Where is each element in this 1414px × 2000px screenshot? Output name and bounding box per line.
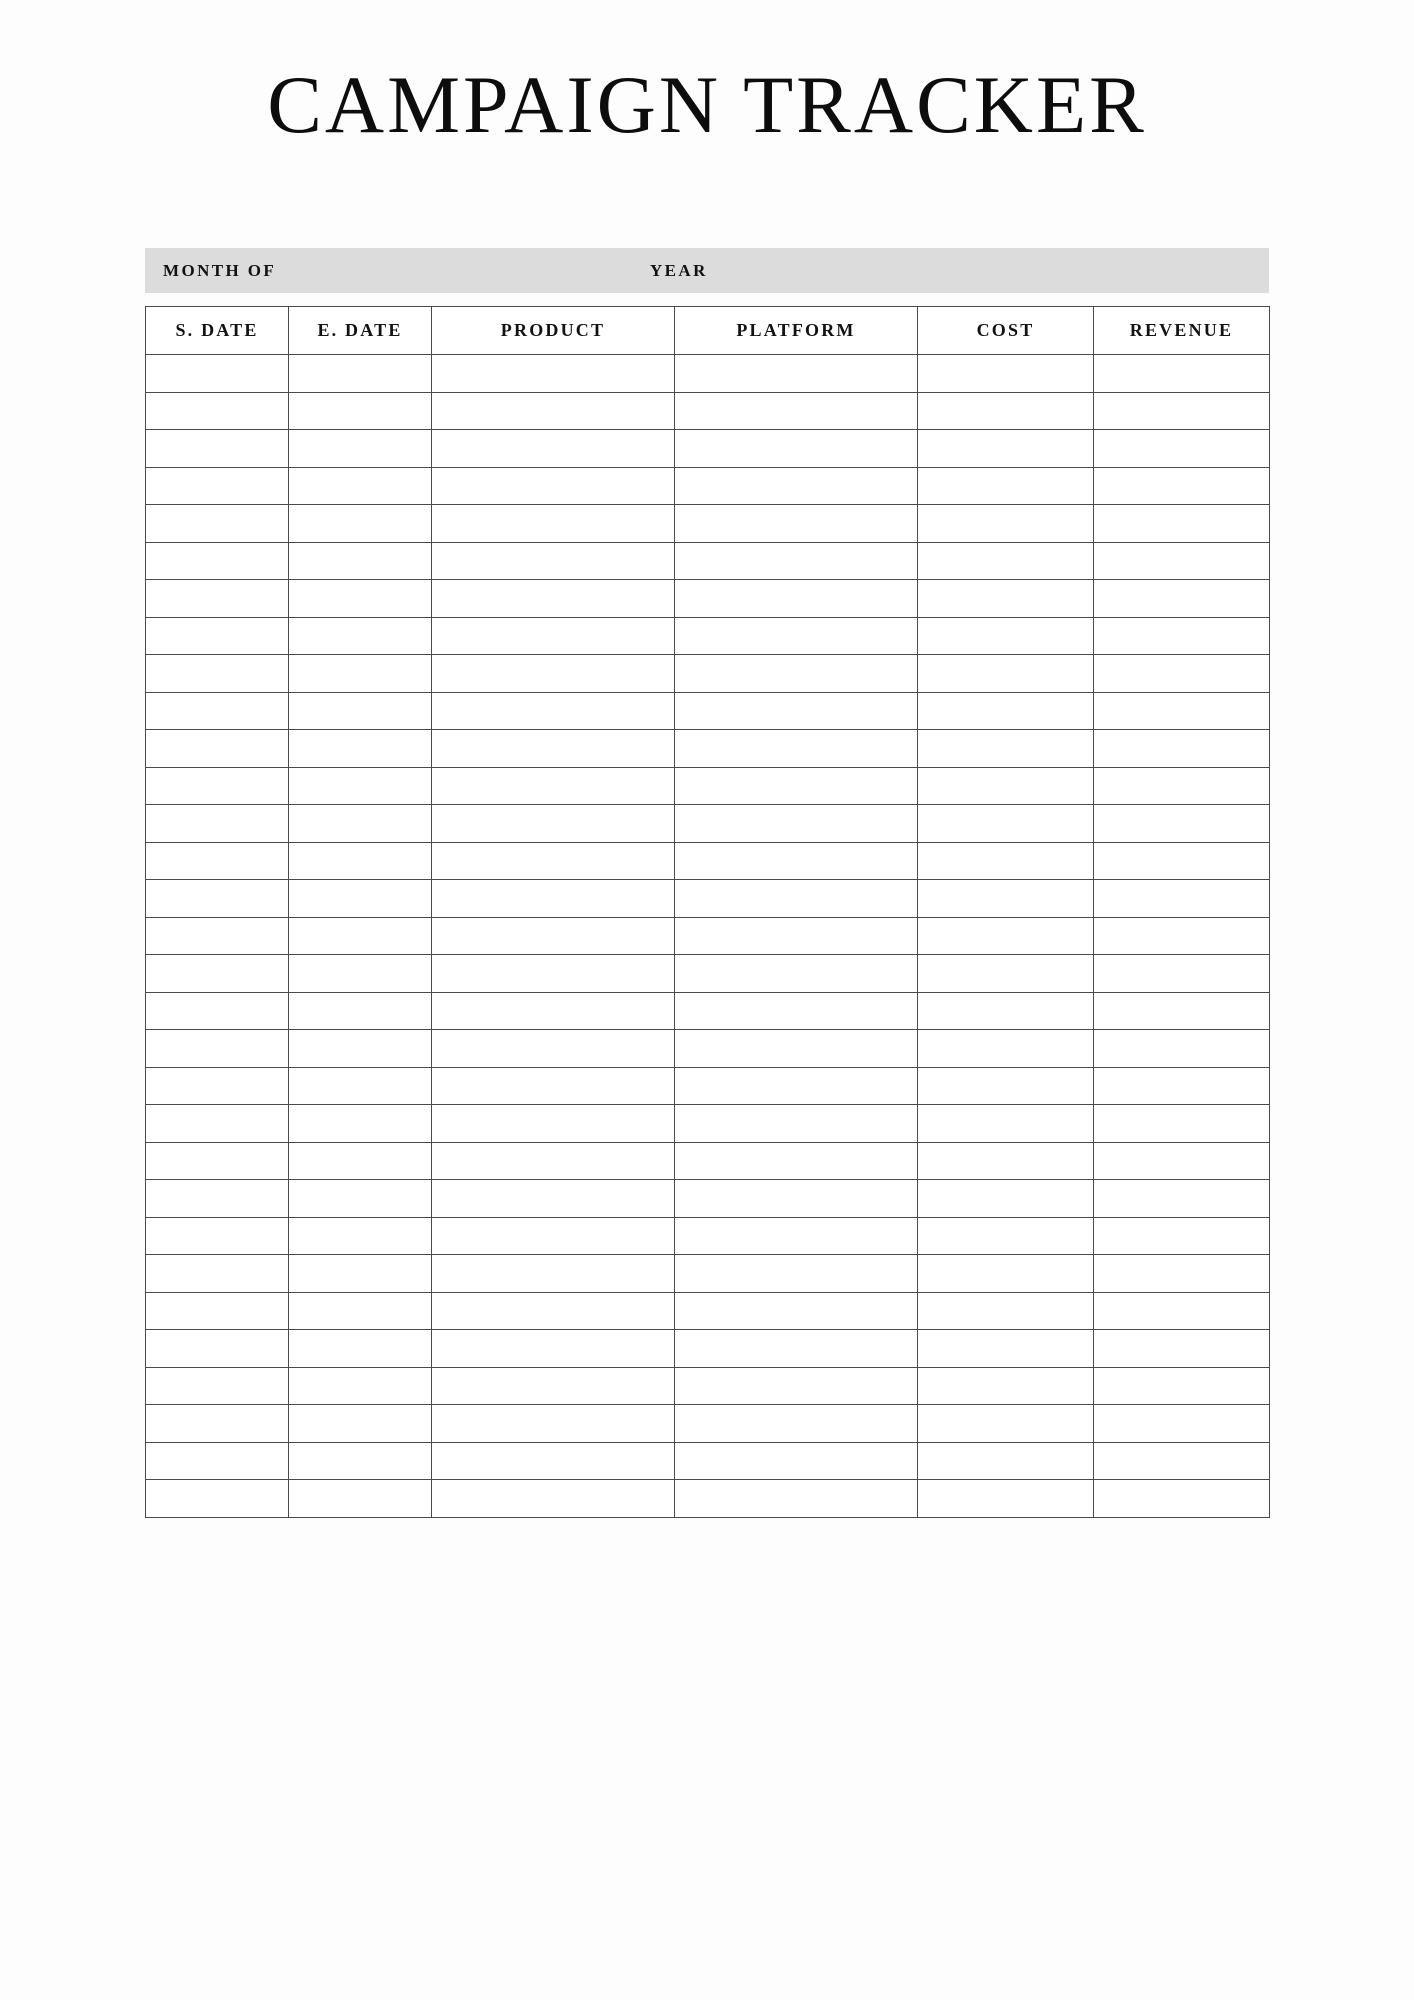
cell-platform[interactable] [675, 542, 918, 580]
table-row [146, 955, 1270, 993]
cell-e_date[interactable] [289, 1405, 432, 1443]
cell-platform[interactable] [675, 467, 918, 505]
cell-product[interactable] [432, 1442, 675, 1480]
cell-revenue[interactable] [1094, 1217, 1270, 1255]
column-header-cost: COST [918, 307, 1094, 355]
column-header-revenue: REVENUE [1094, 307, 1270, 355]
tracker-sheet [145, 248, 1269, 1518]
cell-revenue[interactable] [1094, 917, 1270, 955]
column-header-platform: PLATFORM [675, 307, 918, 355]
cell-platform[interactable] [675, 1442, 918, 1480]
cell-s_date[interactable] [146, 692, 289, 730]
cell-revenue[interactable] [1094, 1405, 1270, 1443]
cell-e_date[interactable] [289, 1255, 432, 1293]
cell-revenue[interactable] [1094, 430, 1270, 468]
table-row [146, 617, 1270, 655]
table-row [146, 467, 1270, 505]
cell-platform[interactable] [675, 655, 918, 693]
cell-e_date[interactable] [289, 1480, 432, 1518]
cell-e_date[interactable] [289, 617, 432, 655]
cell-platform[interactable] [675, 880, 918, 918]
cell-s_date[interactable] [146, 1180, 289, 1218]
cell-product[interactable] [432, 467, 675, 505]
table-row [146, 1105, 1270, 1143]
cell-cost[interactable] [918, 917, 1094, 955]
cell-e_date[interactable] [289, 842, 432, 880]
table-row [146, 392, 1270, 430]
cell-platform[interactable] [675, 1292, 918, 1330]
cell-product[interactable] [432, 1292, 675, 1330]
cell-platform[interactable] [675, 767, 918, 805]
cell-revenue[interactable] [1094, 730, 1270, 768]
table-row [146, 655, 1270, 693]
cell-platform[interactable] [675, 1142, 918, 1180]
cell-s_date[interactable] [146, 430, 289, 468]
cell-cost[interactable] [918, 505, 1094, 543]
cell-product[interactable] [432, 955, 675, 993]
cell-cost[interactable] [918, 1030, 1094, 1068]
cell-product[interactable] [432, 1105, 675, 1143]
cell-product[interactable] [432, 1030, 675, 1068]
table-row [146, 430, 1270, 468]
table-row [146, 767, 1270, 805]
cell-cost[interactable] [918, 1255, 1094, 1293]
cell-revenue[interactable] [1094, 392, 1270, 430]
table-row [146, 580, 1270, 618]
cell-revenue[interactable] [1094, 880, 1270, 918]
cell-cost[interactable] [918, 880, 1094, 918]
cell-e_date[interactable] [289, 655, 432, 693]
cell-platform[interactable] [675, 1067, 918, 1105]
cell-platform[interactable] [675, 430, 918, 468]
table-row [146, 355, 1270, 393]
cell-product[interactable] [432, 805, 675, 843]
cell-cost[interactable] [918, 992, 1094, 1030]
column-header-product: PRODUCT [432, 307, 675, 355]
cell-e_date[interactable] [289, 1067, 432, 1105]
cell-s_date[interactable] [146, 1030, 289, 1068]
cell-cost[interactable] [918, 355, 1094, 393]
cell-revenue[interactable] [1094, 467, 1270, 505]
table-row [146, 1142, 1270, 1180]
cell-platform[interactable] [675, 505, 918, 543]
cell-revenue[interactable] [1094, 617, 1270, 655]
cell-revenue[interactable] [1094, 767, 1270, 805]
cell-revenue[interactable] [1094, 1030, 1270, 1068]
cell-cost[interactable] [918, 692, 1094, 730]
cell-e_date[interactable] [289, 730, 432, 768]
cell-product[interactable] [432, 655, 675, 693]
cell-revenue[interactable] [1094, 992, 1270, 1030]
cell-product[interactable] [432, 1142, 675, 1180]
cell-s_date[interactable] [146, 1067, 289, 1105]
cell-s_date[interactable] [146, 1142, 289, 1180]
cell-s_date[interactable] [146, 1405, 289, 1443]
cell-revenue[interactable] [1094, 1142, 1270, 1180]
cell-product[interactable] [432, 580, 675, 618]
cell-s_date[interactable] [146, 955, 289, 993]
cell-revenue[interactable] [1094, 1292, 1270, 1330]
cell-platform[interactable] [675, 1330, 918, 1368]
cell-revenue[interactable] [1094, 505, 1270, 543]
table-header-row [146, 307, 1270, 355]
cell-product[interactable] [432, 1367, 675, 1405]
cell-product[interactable] [432, 1217, 675, 1255]
year-label: YEAR [650, 260, 708, 280]
cell-platform[interactable] [675, 617, 918, 655]
cell-cost[interactable] [918, 1217, 1094, 1255]
table-row [146, 880, 1270, 918]
cell-product[interactable] [432, 505, 675, 543]
table-row [146, 542, 1270, 580]
cell-e_date[interactable] [289, 1367, 432, 1405]
cell-product[interactable] [432, 617, 675, 655]
table-row [146, 1067, 1270, 1105]
column-header-s-date: S. DATE [146, 307, 289, 355]
cell-product[interactable] [432, 880, 675, 918]
cell-cost[interactable] [918, 1442, 1094, 1480]
table-row [146, 1180, 1270, 1218]
cell-product[interactable] [432, 1330, 675, 1368]
cell-cost[interactable] [918, 617, 1094, 655]
cell-cost[interactable] [918, 542, 1094, 580]
cell-revenue[interactable] [1094, 1330, 1270, 1368]
cell-s_date[interactable] [146, 880, 289, 918]
cell-platform[interactable] [675, 1180, 918, 1218]
cell-platform[interactable] [675, 1217, 918, 1255]
cell-e_date[interactable] [289, 1142, 432, 1180]
table-row [146, 1030, 1270, 1068]
cell-s_date[interactable] [146, 1330, 289, 1368]
table-row [146, 730, 1270, 768]
cell-cost[interactable] [918, 1480, 1094, 1518]
cell-platform[interactable] [675, 355, 918, 393]
cell-product[interactable] [432, 1405, 675, 1443]
cell-e_date[interactable] [289, 430, 432, 468]
cell-platform[interactable] [675, 842, 918, 880]
cell-s_date[interactable] [146, 1292, 289, 1330]
table-row [146, 1442, 1270, 1480]
table-row [146, 1217, 1270, 1255]
cell-revenue[interactable] [1094, 1255, 1270, 1293]
cell-revenue[interactable] [1094, 355, 1270, 393]
cell-s_date[interactable] [146, 542, 289, 580]
cell-e_date[interactable] [289, 917, 432, 955]
cell-platform[interactable] [675, 1255, 918, 1293]
cell-platform[interactable] [675, 1030, 918, 1068]
table-row [146, 1292, 1270, 1330]
cell-e_date[interactable] [289, 1330, 432, 1368]
cell-cost[interactable] [918, 842, 1094, 880]
cell-product[interactable] [432, 1480, 675, 1518]
cell-product[interactable] [432, 917, 675, 955]
cell-product[interactable] [432, 430, 675, 468]
campaign-table [145, 306, 1270, 1518]
page-title: CAMPAIGN TRACKER [267, 59, 1147, 150]
cell-e_date[interactable] [289, 392, 432, 430]
table-body [146, 355, 1270, 1518]
cell-s_date[interactable] [146, 1105, 289, 1143]
cell-cost[interactable] [918, 1292, 1094, 1330]
cell-revenue[interactable] [1094, 955, 1270, 993]
cell-product[interactable] [432, 392, 675, 430]
cell-e_date[interactable] [289, 1217, 432, 1255]
cell-s_date[interactable] [146, 767, 289, 805]
cell-e_date[interactable] [289, 467, 432, 505]
cell-cost[interactable] [918, 730, 1094, 768]
month-of-label: MONTH OF [163, 260, 277, 280]
cell-cost[interactable] [918, 1067, 1094, 1105]
cell-cost[interactable] [918, 655, 1094, 693]
cell-cost[interactable] [918, 1180, 1094, 1218]
column-header-e-date: E. DATE [289, 307, 432, 355]
cell-e_date[interactable] [289, 505, 432, 543]
table-row [146, 1367, 1270, 1405]
table-row [146, 1255, 1270, 1293]
cell-cost[interactable] [918, 392, 1094, 430]
cell-revenue[interactable] [1094, 1442, 1270, 1480]
cell-product[interactable] [432, 992, 675, 1030]
cell-product[interactable] [432, 1067, 675, 1105]
meta-bar [145, 248, 1269, 293]
cell-platform[interactable] [675, 1480, 918, 1518]
cell-revenue[interactable] [1094, 692, 1270, 730]
cell-platform[interactable] [675, 1405, 918, 1443]
cell-platform[interactable] [675, 392, 918, 430]
cell-cost[interactable] [918, 1367, 1094, 1405]
cell-platform[interactable] [675, 955, 918, 993]
cell-e_date[interactable] [289, 542, 432, 580]
cell-e_date[interactable] [289, 767, 432, 805]
table-row [146, 1405, 1270, 1443]
cell-revenue[interactable] [1094, 1367, 1270, 1405]
cell-revenue[interactable] [1094, 655, 1270, 693]
cell-s_date[interactable] [146, 805, 289, 843]
table-row [146, 805, 1270, 843]
cell-s_date[interactable] [146, 355, 289, 393]
cell-platform[interactable] [675, 1367, 918, 1405]
cell-s_date[interactable] [146, 992, 289, 1030]
cell-cost[interactable] [918, 1105, 1094, 1143]
cell-platform[interactable] [675, 805, 918, 843]
cell-product[interactable] [432, 1180, 675, 1218]
table-row [146, 505, 1270, 543]
cell-platform[interactable] [675, 917, 918, 955]
cell-cost[interactable] [918, 955, 1094, 993]
cell-cost[interactable] [918, 767, 1094, 805]
cell-platform[interactable] [675, 992, 918, 1030]
cell-platform[interactable] [675, 580, 918, 618]
cell-revenue[interactable] [1094, 842, 1270, 880]
cell-revenue[interactable] [1094, 580, 1270, 618]
cell-product[interactable] [432, 355, 675, 393]
table-row [146, 1330, 1270, 1368]
cell-s_date[interactable] [146, 1442, 289, 1480]
cell-revenue[interactable] [1094, 1180, 1270, 1218]
cell-revenue[interactable] [1094, 542, 1270, 580]
cell-e_date[interactable] [289, 955, 432, 993]
cell-cost[interactable] [918, 430, 1094, 468]
table-row [146, 917, 1270, 955]
cell-e_date[interactable] [289, 1030, 432, 1068]
cell-e_date[interactable] [289, 1442, 432, 1480]
cell-s_date[interactable] [146, 730, 289, 768]
cell-e_date[interactable] [289, 992, 432, 1030]
cell-s_date[interactable] [146, 505, 289, 543]
cell-product[interactable] [432, 730, 675, 768]
table-row [146, 842, 1270, 880]
cell-s_date[interactable] [146, 392, 289, 430]
table-row [146, 1480, 1270, 1518]
cell-s_date[interactable] [146, 1255, 289, 1293]
cell-e_date[interactable] [289, 1105, 432, 1143]
cell-e_date[interactable] [289, 692, 432, 730]
cell-s_date[interactable] [146, 1217, 289, 1255]
cell-s_date[interactable] [146, 655, 289, 693]
cell-revenue[interactable] [1094, 805, 1270, 843]
cell-cost[interactable] [918, 580, 1094, 618]
cell-product[interactable] [432, 1255, 675, 1293]
cell-revenue[interactable] [1094, 1067, 1270, 1105]
cell-product[interactable] [432, 692, 675, 730]
cell-s_date[interactable] [146, 617, 289, 655]
table-row [146, 692, 1270, 730]
cell-revenue[interactable] [1094, 1480, 1270, 1518]
cell-e_date[interactable] [289, 805, 432, 843]
cell-s_date[interactable] [146, 842, 289, 880]
cell-cost[interactable] [918, 1142, 1094, 1180]
cell-platform[interactable] [675, 1105, 918, 1143]
cell-s_date[interactable] [146, 580, 289, 618]
cell-e_date[interactable] [289, 580, 432, 618]
cell-cost[interactable] [918, 467, 1094, 505]
cell-platform[interactable] [675, 730, 918, 768]
cell-product[interactable] [432, 542, 675, 580]
table-header [146, 307, 1270, 355]
cell-product[interactable] [432, 767, 675, 805]
cell-cost[interactable] [918, 1405, 1094, 1443]
cell-cost[interactable] [918, 1330, 1094, 1368]
cell-e_date[interactable] [289, 1180, 432, 1218]
cell-revenue[interactable] [1094, 1105, 1270, 1143]
cell-s_date[interactable] [146, 917, 289, 955]
cell-cost[interactable] [918, 805, 1094, 843]
table-row [146, 992, 1270, 1030]
cell-e_date[interactable] [289, 1292, 432, 1330]
cell-platform[interactable] [675, 692, 918, 730]
cell-s_date[interactable] [146, 1480, 289, 1518]
cell-product[interactable] [432, 842, 675, 880]
cell-s_date[interactable] [146, 1367, 289, 1405]
cell-e_date[interactable] [289, 880, 432, 918]
cell-e_date[interactable] [289, 355, 432, 393]
cell-s_date[interactable] [146, 467, 289, 505]
